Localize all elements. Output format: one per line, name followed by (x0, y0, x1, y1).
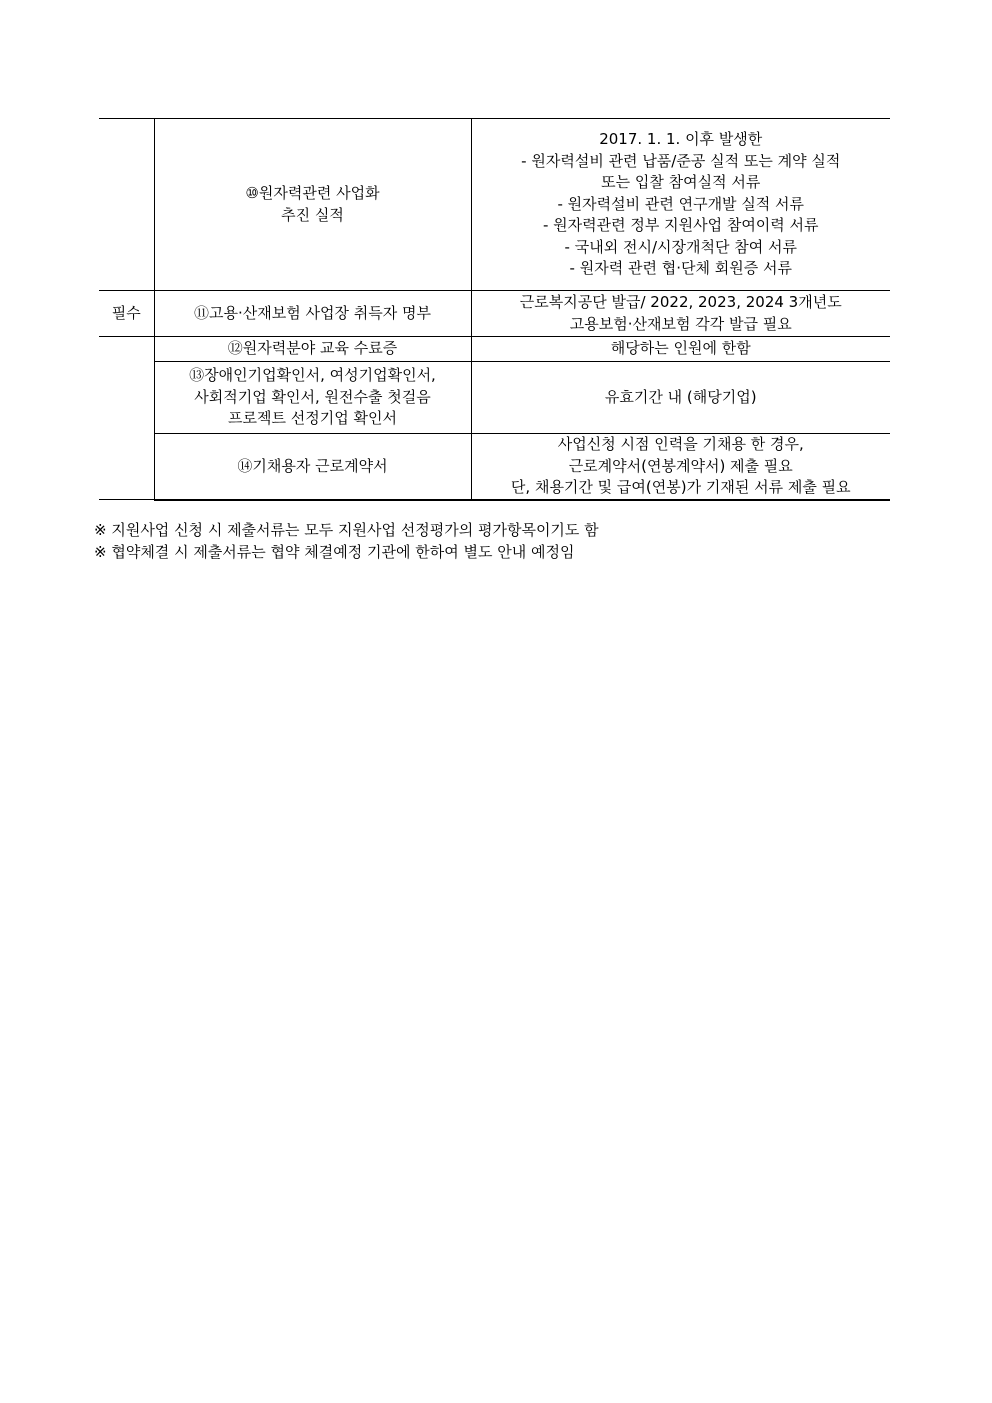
description-cell: 근로복지공단 발급/ 2022, 2023, 2024 3개년도 고용보험·산재보험 각각 발급 필요 (471, 291, 890, 337)
description-cell: 해당하는 인원에 한함 (471, 337, 890, 362)
table-row (99, 337, 890, 362)
category-cell: 필수 (99, 291, 154, 337)
required-documents-table (99, 118, 890, 501)
table-row (99, 362, 890, 434)
document-name-cell: ⑭기채용자 근로계약서 (154, 434, 471, 500)
table-row (99, 291, 890, 337)
table-row (99, 119, 890, 291)
category-cell (99, 119, 154, 291)
category-cell (99, 337, 154, 500)
footnotes (94, 519, 599, 563)
document-name-cell: ⑪고용·산재보험 사업장 취득자 명부 (154, 291, 471, 337)
document-name-cell: ⑩원자력관련 사업화 추진 실적 (154, 119, 471, 291)
description-cell: 사업신청 시점 인력을 기채용 한 경우, 근로계약서(연봉계약서) 제출 필요 단, 채용기간 및 급여(연봉)가 기재된 서류 제출 필요 (471, 434, 890, 500)
footnote: ※ 협약체결 시 제출서류는 협약 체결예정 기관에 한하여 별도 안내 예정임 (94, 543, 575, 561)
description-cell: 2017. 1. 1. 이후 발생한 - 원자력설비 관련 납품/준공 실적 또는 계약 실적 또는 입찰 참여실적 서류 - 원자력설비 관련 연구개발 실적 서류 - 원자력관련 정부 지원사업 참여이력 서류 - 국내외 전시/시장개척단 참여 서류 - 원자력 관련 협·단체 회원증 서류 (471, 119, 890, 291)
document-name-cell: ⑫원자력분야 교육 수료증 (154, 337, 471, 362)
document-name-cell: ⑬장애인기업확인서, 여성기업확인서, 사회적기업 확인서, 원전수출 첫걸음 프로젝트 선정기업 확인서 (154, 362, 471, 434)
description-cell: 유효기간 내 (해당기업) (471, 362, 890, 434)
footnote: ※ 지원사업 신청 시 제출서류는 모두 지원사업 선정평가의 평가항목이기도 함 (94, 521, 599, 539)
table-row (99, 434, 890, 500)
